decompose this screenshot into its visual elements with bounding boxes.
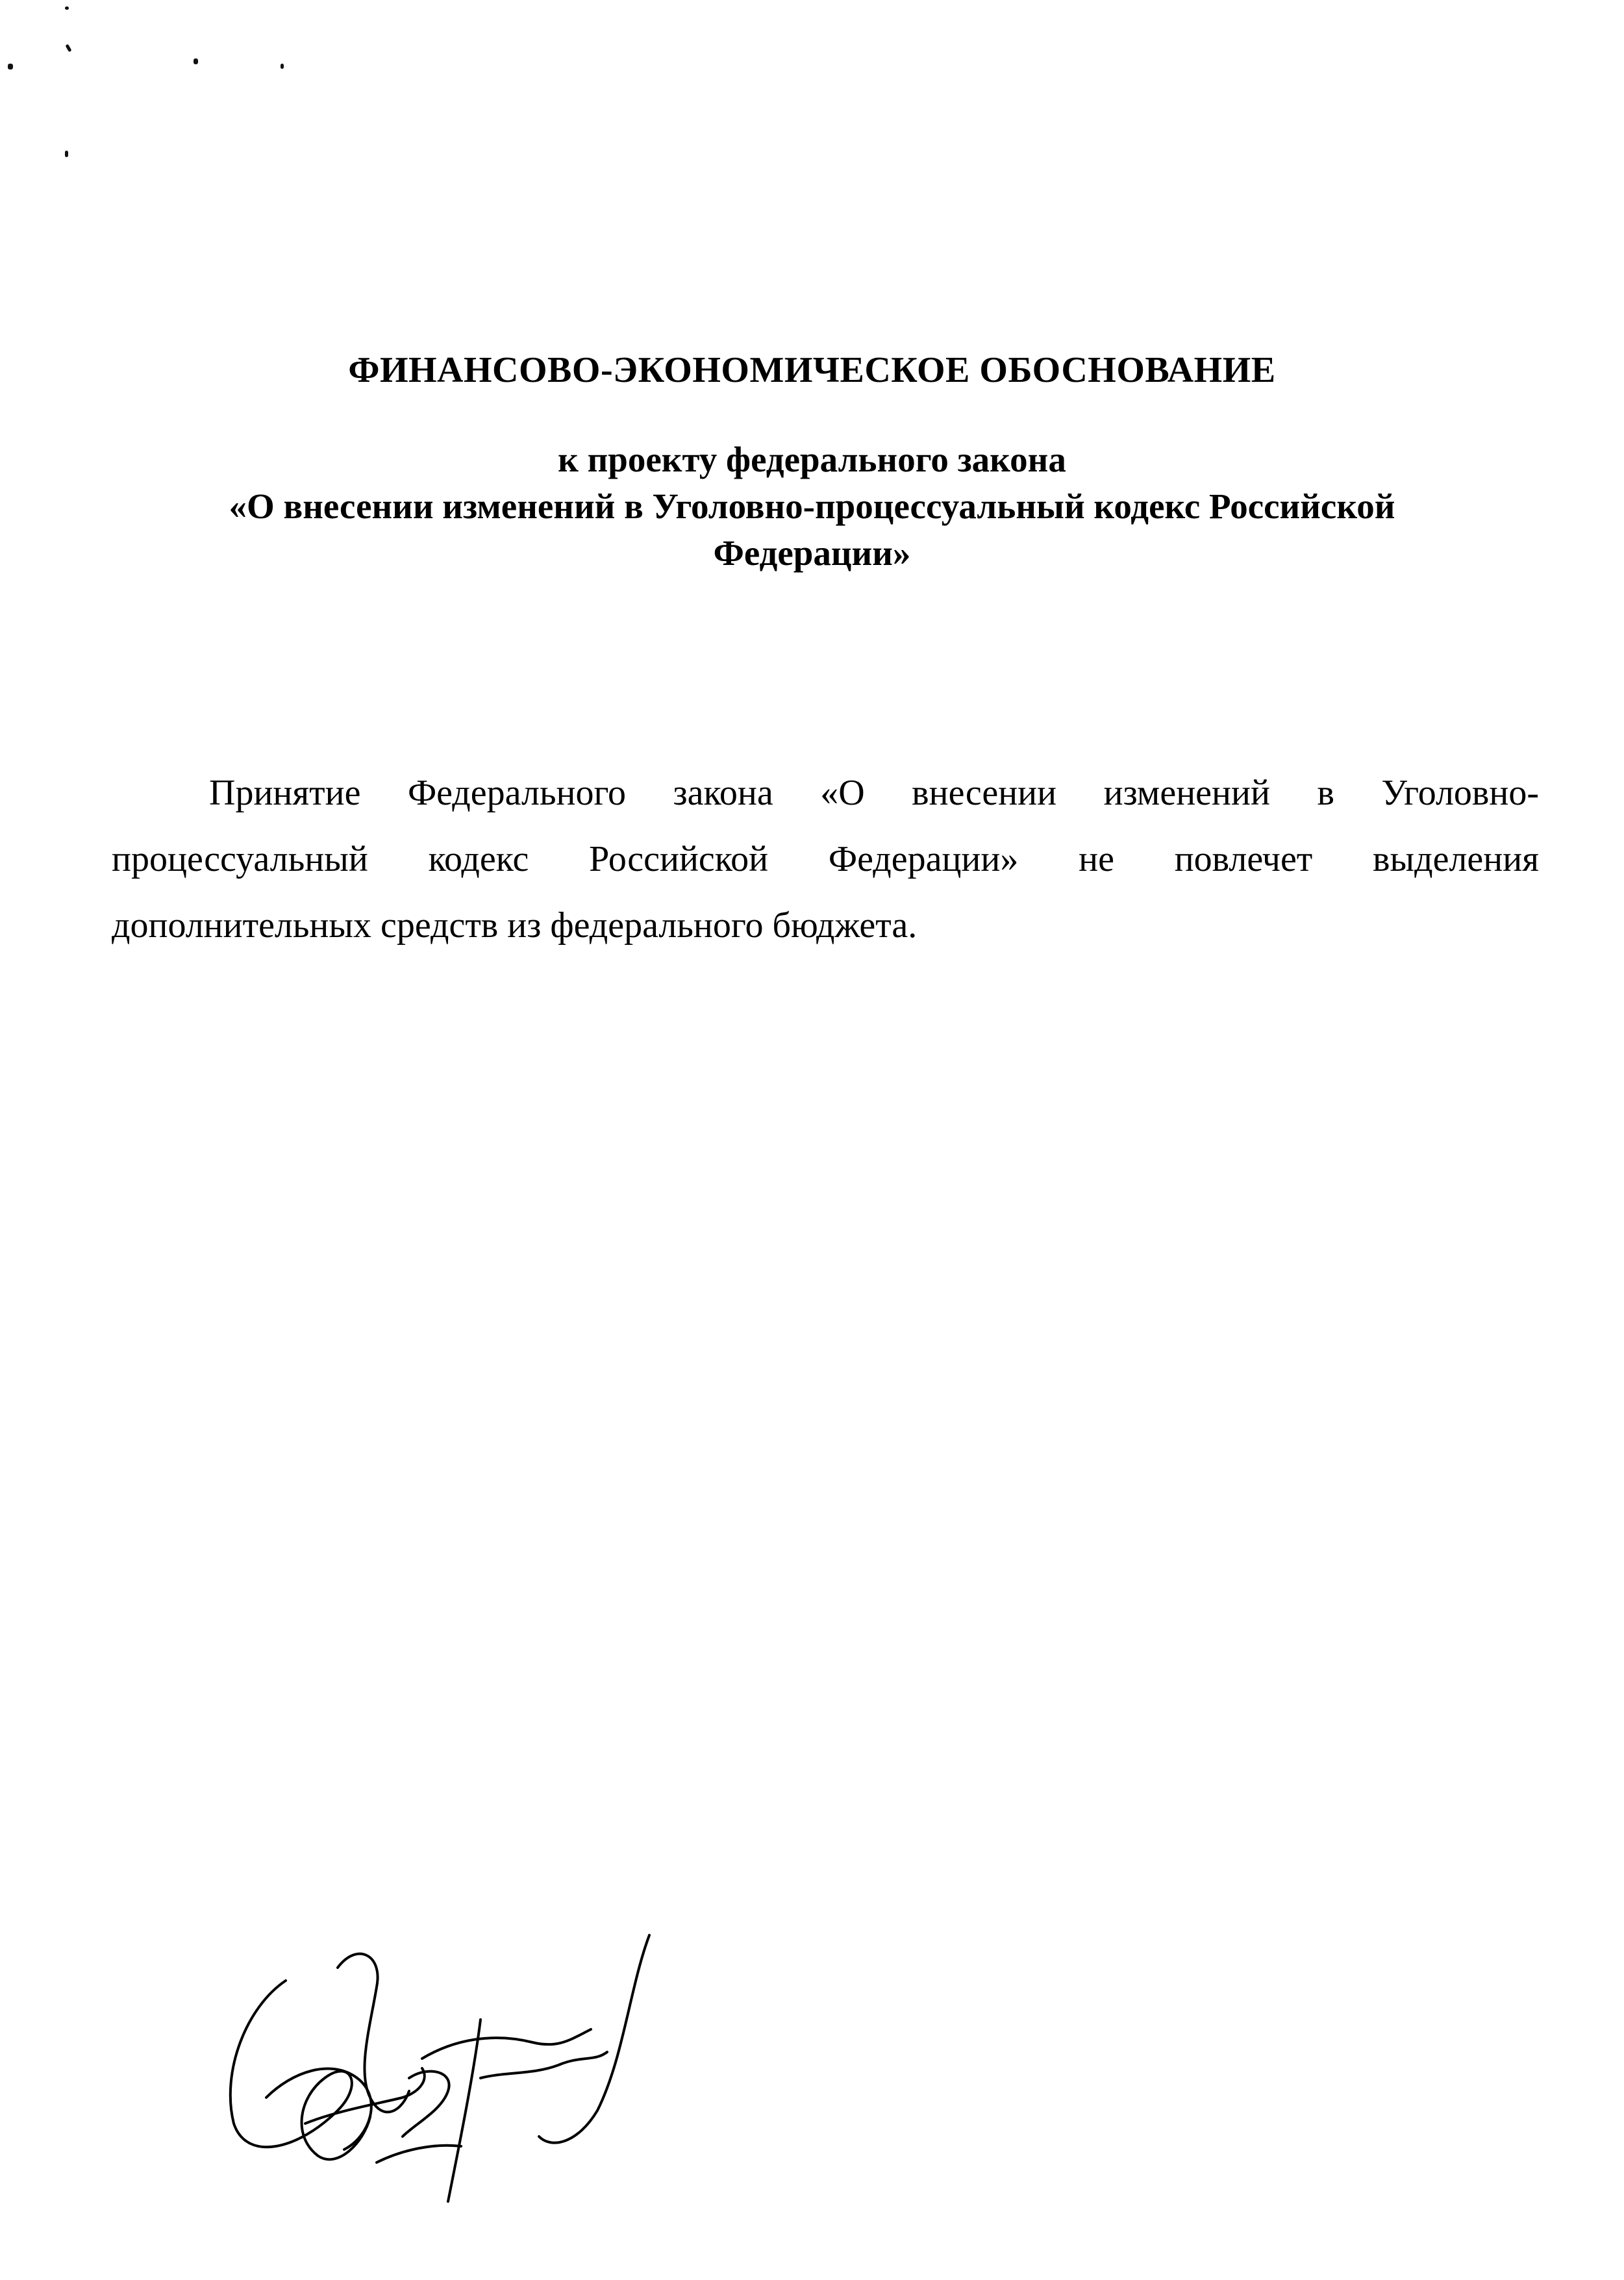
scan-speck xyxy=(65,151,68,157)
scan-speck xyxy=(281,64,284,69)
body-word: в xyxy=(1317,773,1334,813)
signature-icon xyxy=(208,1929,675,2214)
signature-stroke xyxy=(338,1954,409,2112)
body-word: «О xyxy=(820,773,865,813)
subtitle-line-2: «О внесении изменений в Уголовно-процессуальный кодекс Российской xyxy=(229,486,1395,526)
body-word: Федерального xyxy=(407,773,627,813)
body-line-3-text: дополнительных средств из федерального бюджета. xyxy=(112,905,918,946)
subtitle-line-1: к проекту федерального закона xyxy=(558,440,1066,479)
scan-speck xyxy=(8,64,13,69)
signature-stroke xyxy=(403,2072,449,2136)
body-word: выделения xyxy=(1373,839,1539,879)
scan-speck xyxy=(194,58,198,64)
body-line-2 xyxy=(112,826,1539,892)
subtitle-line-3: Федерации» xyxy=(713,533,911,573)
signature-stroke xyxy=(448,2020,481,2201)
body-paragraph xyxy=(112,760,1539,958)
signature-stroke xyxy=(231,1981,370,2159)
body-word: внесении xyxy=(912,773,1057,813)
scan-speck xyxy=(65,6,69,10)
body-word: Российской xyxy=(589,839,769,879)
document-subtitle xyxy=(162,436,1462,577)
signature-stroke xyxy=(481,2052,607,2078)
body-word: Принятие xyxy=(209,773,361,813)
body-word: изменений xyxy=(1103,773,1270,813)
scan-speck xyxy=(65,44,71,53)
body-line-3 xyxy=(112,892,1539,958)
body-word: кодекс xyxy=(428,839,529,879)
document-title: ФИНАНСОВО-ЭКОНОМИЧЕСКОЕ ОБОСНОВАНИЕ xyxy=(348,350,1276,390)
signature-stroke xyxy=(377,2146,461,2162)
signature-stroke xyxy=(539,1935,649,2143)
body-word: процессуальный xyxy=(112,839,368,879)
body-word: закона xyxy=(673,773,773,813)
body-word: Уголовно- xyxy=(1381,773,1539,813)
body-word: повлечет xyxy=(1174,839,1313,879)
body-word: Федерации» xyxy=(828,839,1019,879)
body-line-1 xyxy=(112,760,1539,826)
signature-stroke xyxy=(422,2029,591,2059)
body-word: не xyxy=(1079,839,1114,879)
